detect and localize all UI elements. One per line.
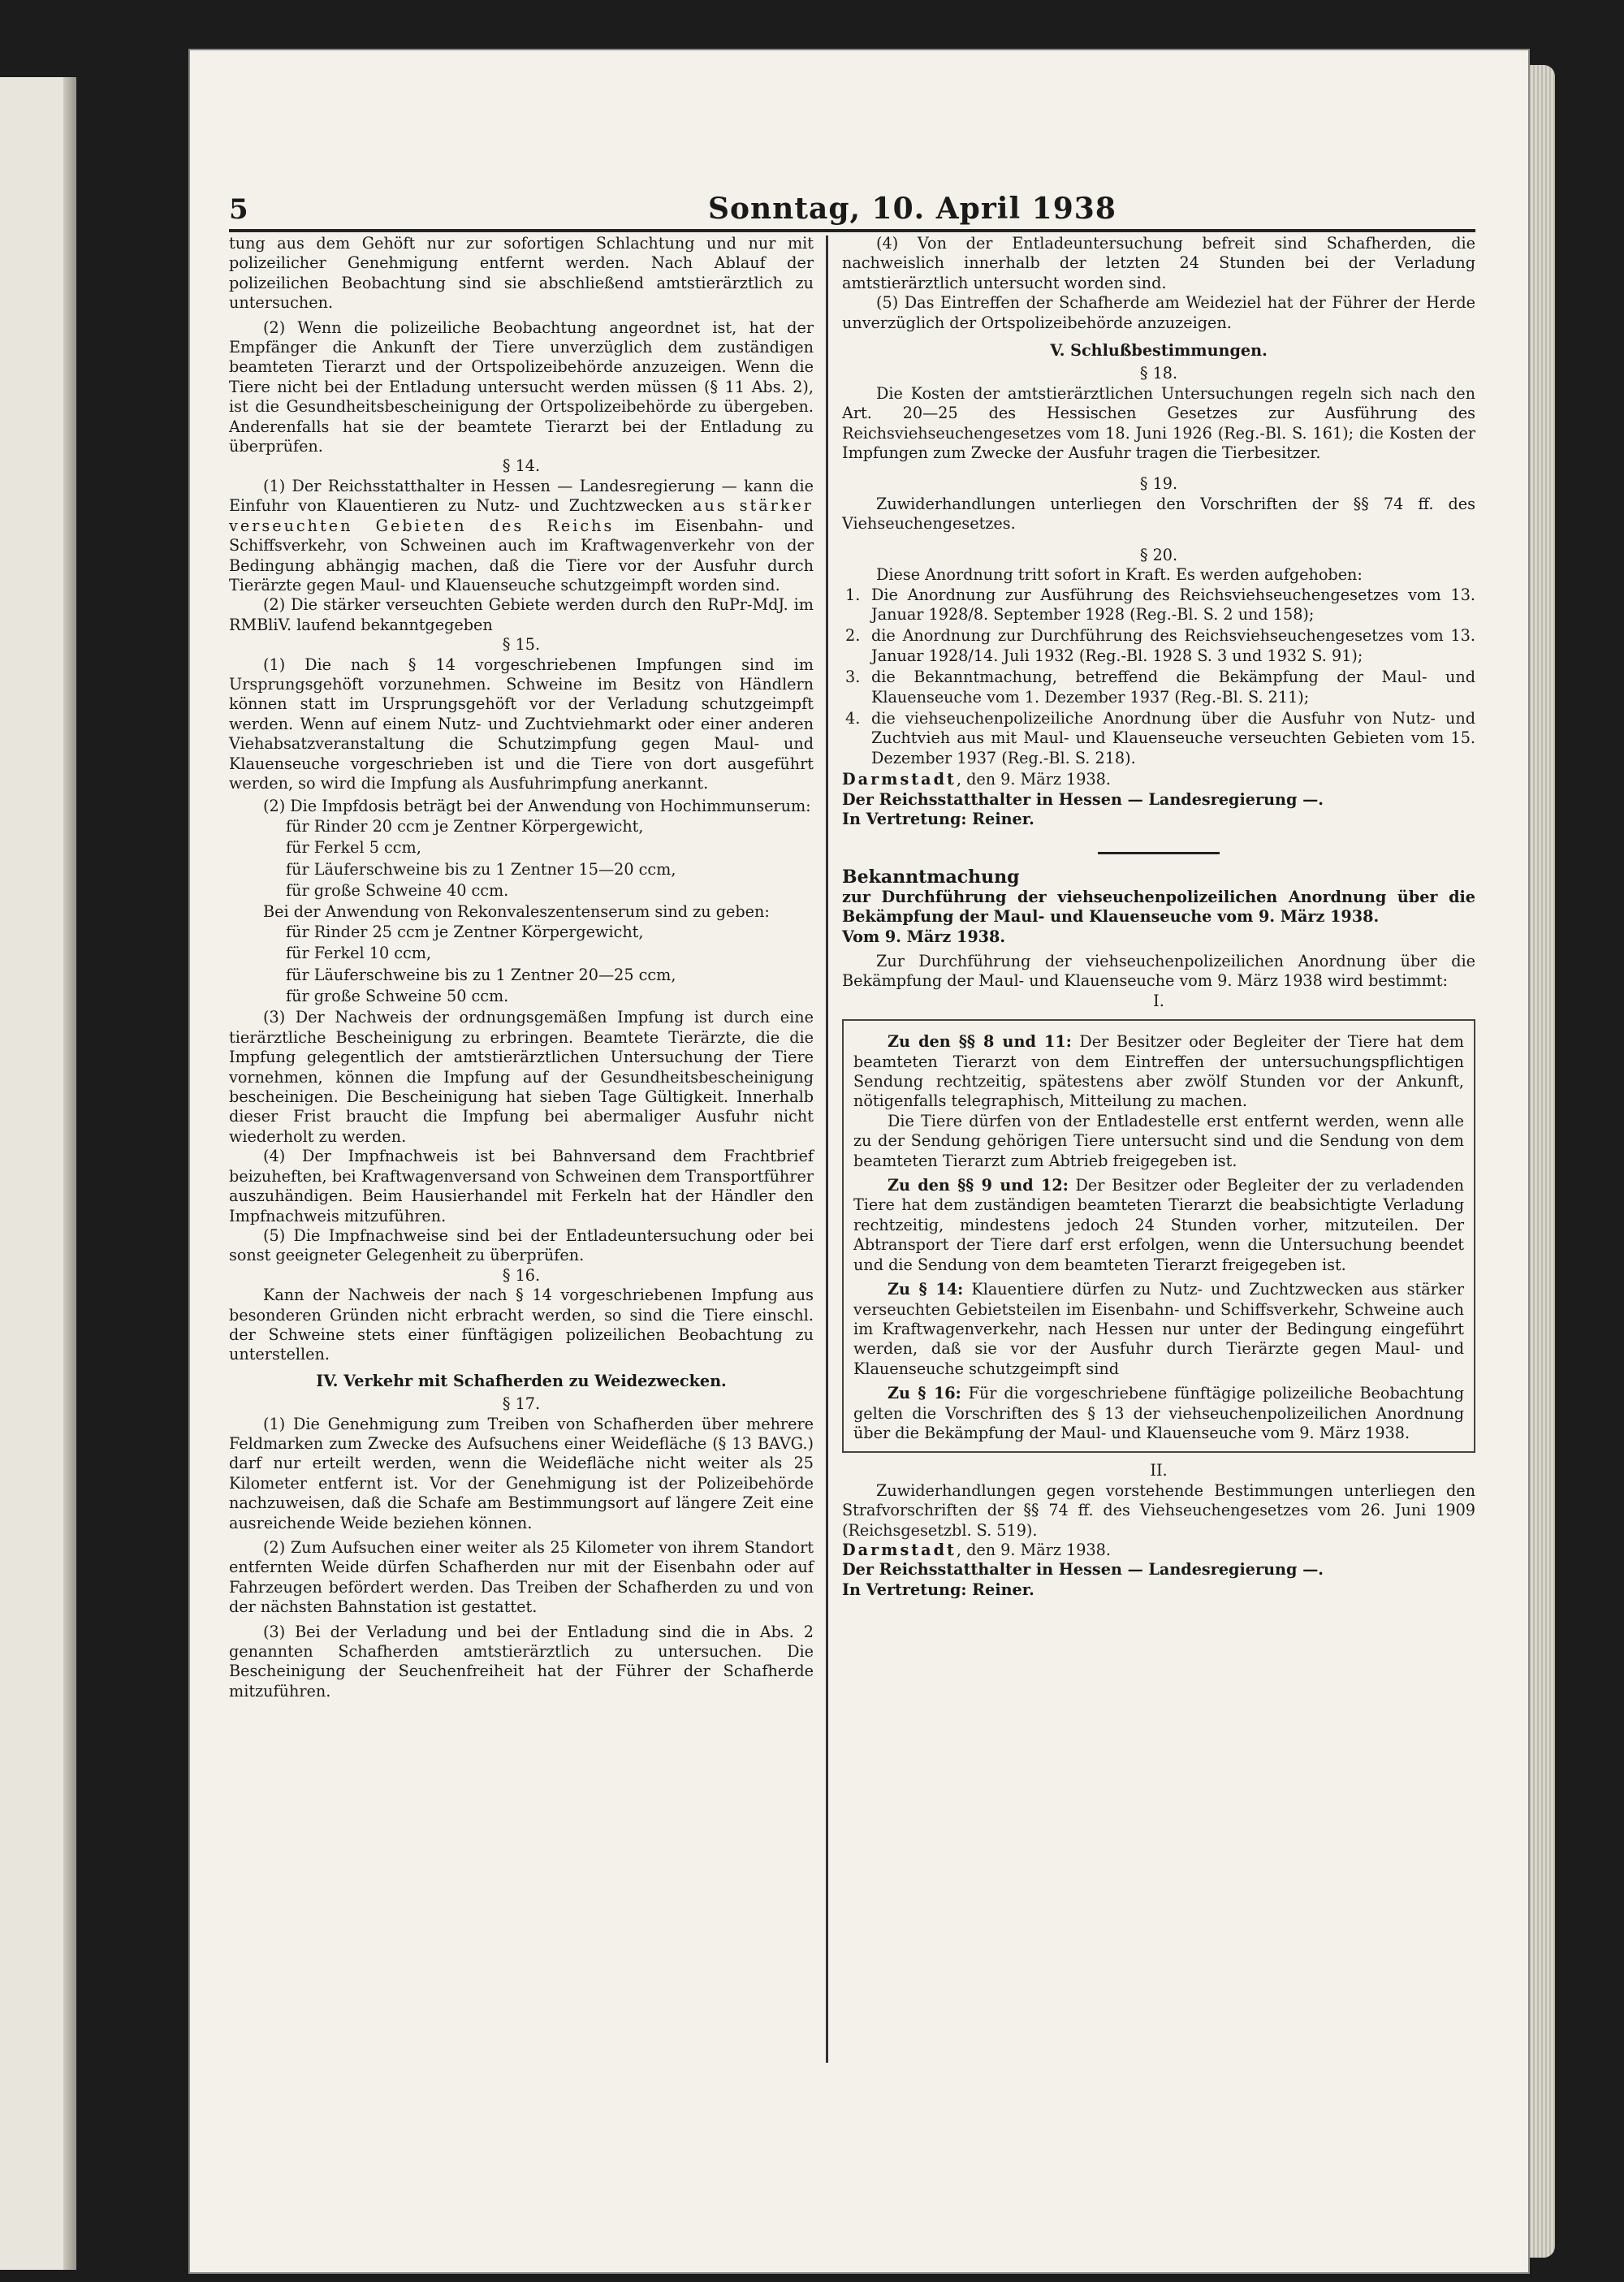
paragraph: Zu § 14: Klauentiere dürfen zu Nutz- und Zuchtzwecken aus stärker verseuchten Gebietsteilen im Eisenbahn- und Schiffsverkehr, Schweine auch im Kraftwagenverkehr, nach Hessen nur unter der Bedingung eingeführt werden, daß sie vor der Ausfuhr durch Tierärzte gegen Maul- und Klauenseuche schutzgeimpft sind bbox=[853, 1280, 1464, 1378]
page-stack-edge bbox=[1527, 65, 1555, 2258]
repealed-list bbox=[842, 586, 1475, 769]
list-item: 1. Die Anordnung zur Ausführung des Reichsviehseuchengesetzes vom 13. Januar 1928/8. September 1928 (Reg.-Bl. S. 2 und 158); bbox=[845, 585, 1475, 624]
paragraph: Die Kosten der amtstierärztlichen Untersuchungen regeln sich nach den Art. 20—25 des Hessischen Gesetzes zur Ausführung des Reichsviehseuchengesetzes vom 18. Juni 1926 (Reg.-Bl. S. 161); die Kosten der Impfungen zum Zwecke der Ausfuhr tragen die Tierbesitzer. bbox=[842, 383, 1475, 463]
section-heading: § 14. bbox=[502, 456, 541, 476]
paragraph: (3) Bei der Verladung und bei der Entladung sind die in Abs. 2 genannten Schafherden amtstierärztlich zu untersuchen. Die Bescheinigung der Seuchenfreiheit hat der Führer der Schafherde mitzuführen. bbox=[229, 1622, 814, 1701]
paragraph: Zur Durchführung der viehseuchenpolizeilichen Anordnung über die Bekämpfung der Maul- und Klauenseuche vom 9. März 1938 wird bestimmt: bbox=[842, 952, 1475, 991]
dose-list-rekonvaleszentenserum bbox=[286, 923, 814, 1007]
book-gutter bbox=[63, 77, 75, 2270]
column-divider bbox=[826, 236, 828, 2063]
paragraph: Zuwiderhandlungen gegen vorstehende Bestimmungen unterliegen den Strafvorschriften der §§ 74 ff. des Viehseuchengesetzes vom 26. Juni 1909 (Reichsgesetzbl. S. 519). bbox=[842, 1480, 1475, 1540]
document-page bbox=[188, 49, 1530, 2274]
header-rule bbox=[229, 229, 1475, 232]
chapter-heading: IV. Verkehr mit Schafherden zu Weidezwecken. bbox=[316, 1371, 727, 1390]
section-heading: § 16. bbox=[502, 1265, 541, 1285]
list-item: für Rinder 20 ccm je Zentner Körpergewicht, bbox=[286, 816, 644, 836]
section-heading: I. bbox=[1153, 991, 1164, 1010]
previous-page-edge bbox=[0, 77, 76, 2270]
paragraph: (5) Die Impfnachweise sind bei der Entladeuntersuchung oder bei sonst geeigneter Gelegenheit zu überprüfen. bbox=[229, 1225, 814, 1265]
paragraph: Zu den §§ 8 und 11: Der Besitzer oder Begleiter der Tiere hat dem beamteten Tierarzt von dem Eintreffen der untersuchungspflichtigen Sendung rechtzeitig, spätestens aber zwölf Stunden vor der Ankunft, nötigenfalls telegraphisch, Mitteilung zu machen. bbox=[853, 1032, 1464, 1111]
paragraph: (2) Wenn die polizeiliche Beobachtung angeordnet ist, hat der Empfänger die Ankunft der Tiere unverzüglich dem zuständigen beamteten Tierarzt und der Ortspolizeibehörde anzuzeigen. Wenn die Tiere nicht bei der Entladung untersucht werden müssen (§ 11 Abs. 2), ist die Gesundheitsbescheinigung der Ortspolizeibehörde zu übergeben. Anderenfalls hat sie der beamtete Tierarzt bei der Entladung zu überprüfen. bbox=[229, 318, 814, 456]
announcement-subtitle: zur Durchführung der viehseuchenpolizeilichen Anordnung über die Bekämpfung der Maul- und Klauenseuche vom 9. März 1938. bbox=[842, 887, 1475, 927]
section-separator bbox=[1098, 852, 1220, 854]
signature-representative: In Vertretung: Reiner. bbox=[842, 809, 1034, 828]
section-heading: § 15. bbox=[502, 635, 541, 655]
list-item: für Läuferschweine bis zu 1 Zentner 20—25 ccm, bbox=[286, 965, 676, 984]
paragraph: (4) Von der Entladeuntersuchung befreit sind Schafherden, die nachweislich innerhalb der letzten 24 Stunden bei der Verladung amtstierärztlich untersucht worden sind. bbox=[842, 234, 1475, 292]
section-heading: § 19. bbox=[1139, 474, 1178, 494]
paragraph: (2) Die Impfdosis beträgt bei der Anwendung von Hochimmunserum: bbox=[263, 797, 811, 816]
paragraph: Die Tiere dürfen von der Entladestelle erst entfernt werden, wenn alle zu der Sendung gehörigen Tiere untersucht sind und die Sendung von dem beamteten Tierarzt zum Abtrieb freigegeben ist. bbox=[853, 1111, 1464, 1170]
chapter-heading: V. Schlußbestimmungen. bbox=[1050, 341, 1268, 361]
page-number: 5 bbox=[229, 193, 248, 226]
signature-authority: Der Reichsstatthalter in Hessen — Landesregierung —. bbox=[842, 1560, 1324, 1580]
paragraph: (1) Die Genehmigung zum Treiben von Schafherden über mehrere Feldmarken zum Zwecke des Aufsuchens einer Weidefläche (§ 13 BAVG.) darf nur erteilt werden, wenn die Weidefläche nicht weiter als 25 Kilometer entfernt ist. Vor der Genehmigung ist der Polizeibehörde nachzuweisen, daß die Schafe am Bestimmungsort auf längere Zeit eine ausreichende Weide beziehen können. bbox=[229, 1414, 814, 1532]
list-item: für Rinder 25 ccm je Zentner Körpergewicht, bbox=[286, 922, 644, 941]
paragraph: (5) Das Eintreffen der Schafherde am Weideziel hat der Führer der Herde unverzüglich der Ortspolizeibehörde anzuzeigen. bbox=[842, 293, 1475, 332]
section-heading: § 17. bbox=[502, 1394, 541, 1414]
section-heading: II. bbox=[1150, 1461, 1168, 1480]
announcement-date: Vom 9. März 1938. bbox=[842, 927, 1006, 946]
paragraph: Zuwiderhandlungen unterliegen den Vorschriften der §§ 74 ff. des Viehseuchengesetzes. bbox=[842, 494, 1475, 534]
list-item: 4. die viehseuchenpolizeiliche Anordnung über die Ausfuhr von Nutz- und Zuchtvieh aus mit Maul- und Klauenseuche verseuchten Gebieten vom 15. Dezember 1937 (Reg.-Bl. S. 218). bbox=[845, 708, 1475, 767]
list-item: für große Schweine 50 ccm. bbox=[286, 987, 509, 1006]
list-item: für Ferkel 10 ccm, bbox=[286, 944, 432, 963]
paragraph: Zu den §§ 9 und 12: Der Besitzer oder Begleiter der zu verladenden Tiere hat dem zuständigen beamteten Tierarzt die beabsichtigte Verladung rechtzeitig, mindestens jedoch 24 Stunden vorher, mitzuteilen. Der Abtransport der Tiere darf erst erfolgen, wenn die Untersuchung beendet und die Sendung von dem beamteten Tierarzt freigegeben ist. bbox=[853, 1176, 1464, 1274]
emphasis: aus stärker verseuchten Gebieten des Reichs bbox=[229, 496, 814, 535]
place-date: Darmstadt, den 9. März 1938. bbox=[842, 1540, 1111, 1559]
section-heading: § 20. bbox=[1139, 545, 1178, 564]
signature-representative: In Vertretung: Reiner. bbox=[842, 1580, 1034, 1599]
signature-authority: Der Reichsstatthalter in Hessen — Landesregierung —. bbox=[842, 789, 1324, 809]
paragraph: tung aus dem Gehöft nur zur sofortigen Schlachtung und nur mit polizeilicher Genehmigung entfernt werden. Nach Ablauf der polizeilichen Beobachtung sind sie abschließend amtstierärztlich zu untersuchen. bbox=[229, 234, 814, 313]
list-item: für große Schweine 40 ccm. bbox=[286, 881, 509, 900]
section-heading: § 18. bbox=[1139, 364, 1178, 383]
right-column bbox=[842, 234, 1475, 1600]
paragraph: Diese Anordnung tritt sofort in Kraft. Es werden aufgehoben: bbox=[876, 565, 1363, 585]
issue-date: Sonntag, 10. April 1938 bbox=[708, 192, 1116, 226]
paragraph: (1) Der Reichsstatthalter in Hessen — Landesregierung — kann die Einfuhr von Klauentieren zu Nutz- und Zuchtzwecken aus stärker verseuchten Gebieten des Reichs im Eisenbahn- und Schiffsverkehr, von Schweinen auch im Kraftwagenverkehr von der Bedingung abhängig machen, daß die Tiere vor der Ausfuhr durch Tierärzte gegen Maul- und Klauenseuche schutzgeimpft worden sind. bbox=[229, 476, 814, 594]
dose-list-hochimmunserum bbox=[286, 817, 814, 901]
list-item: für Ferkel 5 ccm, bbox=[286, 838, 421, 858]
left-column bbox=[229, 234, 814, 1701]
list-item: für Läuferschweine bis zu 1 Zentner 15—20 ccm, bbox=[286, 859, 676, 879]
list-item: 2. die Anordnung zur Durchführung des Reichsviehseuchengesetzes vom 13. Januar 1928/14. Juli 1932 (Reg.-Bl. 1928 S. 3 und 1932 S. 91); bbox=[845, 626, 1475, 665]
paragraph: (2) Zum Aufsuchen einer weiter als 25 Kilometer von ihrem Standort entfernten Weide dürfen Schafherden nur mit der Eisenbahn oder auf Fahrzeugen befördert werden. Das Treiben der Schafherden zu und von der nächsten Bahnstation ist gestattet. bbox=[229, 1538, 814, 1617]
paragraph: Zu § 16: Für die vorgeschriebene fünftägige polizeiliche Beobachtung gelten die Vorschriften des § 13 der viehseuchenpolizeilichen Anordnung über die Bekämpfung der Maul- und Klauenseuche vom 9. März 1938. bbox=[853, 1384, 1464, 1442]
page-header bbox=[229, 188, 1475, 234]
announcement-title: Bekanntmachung bbox=[842, 867, 1020, 888]
paragraph: (4) Der Impfnachweis ist bei Bahnversand dem Frachtbrief beizuheften, bei Kraftwagenversand von Schweinen dem Transportführer auszuhändigen. Beim Hausierhandel mit Ferkeln hat der Händler den Impfnachweis mitzuführen. bbox=[229, 1147, 814, 1225]
paragraph: Bei der Anwendung von Rekonvaleszentenserum sind zu geben: bbox=[263, 902, 770, 922]
paragraph: (3) Der Nachweis der ordnungsgemäßen Impfung ist durch eine tierärztliche Bescheinigung zu erbringen. Beamtete Tierärzte, die die Impfung gelegentlich der amtstierärztlichen Untersuchung der Tiere vornehmen, können die Impfung auf der Gesundheitsbescheinigung bescheinigen. Die Bescheinigung hat sieben Tage Gültigkeit. Innerhalb dieser Frist braucht die Impfung bei abermaliger Ausfuhr nicht wiederholt zu werden. bbox=[229, 1008, 814, 1146]
place-date: Darmstadt, den 9. März 1938. bbox=[842, 770, 1111, 789]
provisions-box bbox=[842, 1019, 1475, 1453]
paragraph: (2) Die stärker verseuchten Gebiete werden durch den RuPr-MdJ. im RMBliV. laufend bekanntgegeben bbox=[229, 595, 814, 634]
paragraph: (1) Die nach § 14 vorgeschriebenen Impfungen sind im Ursprungsgehöft vorzunehmen. Schweine im Besitz von Händlern können statt im Ursprungsgehöft vor der Verladung schutzgeimpft werden. Wenn auf einem Nutz- und Zuchtviehmarkt oder einer anderen Viehabsatzveranstaltung die Schutzimpfung gegen Maul- und Klauenseuche vorgeschrieben ist und die Tiere von dort ausgeführt werden, so wird die Impfung als Ausfuhrimpfung anerkannt. bbox=[229, 655, 814, 793]
list-item: 3. die Bekanntmachung, betreffend die Bekämpfung der Maul- und Klauenseuche vom 1. Dezember 1937 (Reg.-Bl. S. 211); bbox=[845, 668, 1475, 707]
paragraph: Kann der Nachweis der nach § 14 vorgeschriebenen Impfung aus besonderen Gründen nicht erbracht werden, so sind die Tiere einschl. der Schweine stets einer fünftägigen polizeilichen Beobachtung zu unterstellen. bbox=[229, 1286, 814, 1364]
